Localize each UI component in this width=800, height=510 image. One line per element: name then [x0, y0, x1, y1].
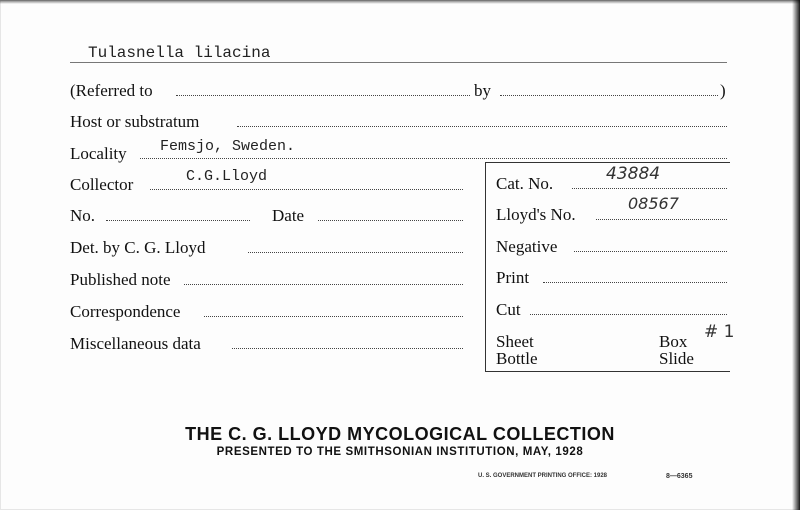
det-by-label: Det. by C. G. Lloyd: [70, 238, 206, 257]
close-paren: ): [720, 81, 726, 100]
locality-label: Locality: [70, 144, 127, 163]
host-label: Host or substratum: [70, 112, 200, 131]
scan-shadow-top: [0, 0, 800, 4]
cat-no-value: 43884: [606, 164, 661, 184]
form-number: 8—6365: [666, 473, 693, 480]
negative-label: Negative: [496, 237, 558, 256]
det-by-line: [248, 252, 463, 253]
collector-value: C.G.Lloyd: [186, 168, 268, 185]
misc-label: Miscellaneous data: [70, 334, 201, 353]
date-label: Date: [272, 206, 305, 225]
by-label: by: [474, 81, 491, 100]
collection-title: THE C. G. LLOYD MYCOLOGICAL COLLECTION: [185, 424, 615, 444]
bottle-label: Bottle: [496, 349, 538, 368]
cut-label: Cut: [496, 300, 521, 319]
name-rule: [70, 62, 727, 63]
correspondence-label: Correspondence: [70, 302, 181, 321]
cut-line: [530, 314, 727, 315]
negative-line: [574, 251, 727, 252]
collector-line: [150, 189, 463, 190]
cat-no-line: [572, 188, 727, 189]
host-line: [237, 126, 727, 127]
date-line: [318, 220, 463, 221]
box-label: Box: [659, 332, 688, 351]
box-number: # 1: [704, 322, 735, 342]
print-label: Print: [496, 268, 530, 287]
by-line: [500, 95, 718, 96]
misc-line: [232, 348, 463, 349]
lloyds-no-line: [596, 219, 727, 220]
locality-line: [140, 158, 727, 159]
lloyds-no-value: 08567: [628, 194, 679, 213]
locality-value: Femsjo, Sweden.: [160, 138, 296, 155]
referred-to-line: [176, 95, 470, 96]
no-label: No.: [70, 206, 96, 225]
slide-label: Slide: [659, 349, 694, 368]
collector-label: Collector: [70, 175, 134, 194]
sheet-label: Sheet: [496, 332, 534, 351]
published-note-line: [184, 284, 463, 285]
cat-no-label: Cat. No.: [496, 174, 554, 193]
no-line: [106, 220, 250, 221]
lloyds-no-label: Lloyd's No.: [496, 205, 576, 224]
referred-to-label: (Referred to: [70, 81, 153, 100]
correspondence-line: [204, 316, 463, 317]
collection-subtitle: PRESENTED TO THE SMITHSONIAN INSTITUTION, MAY, 1928: [216, 446, 584, 458]
specimen-name: Tulasnella lilacina: [88, 44, 271, 62]
published-note-label: Published note: [70, 270, 171, 289]
printing-note: U. S. GOVERNMENT PRINTING OFFICE: 1928: [478, 473, 608, 479]
print-line: [543, 282, 727, 283]
